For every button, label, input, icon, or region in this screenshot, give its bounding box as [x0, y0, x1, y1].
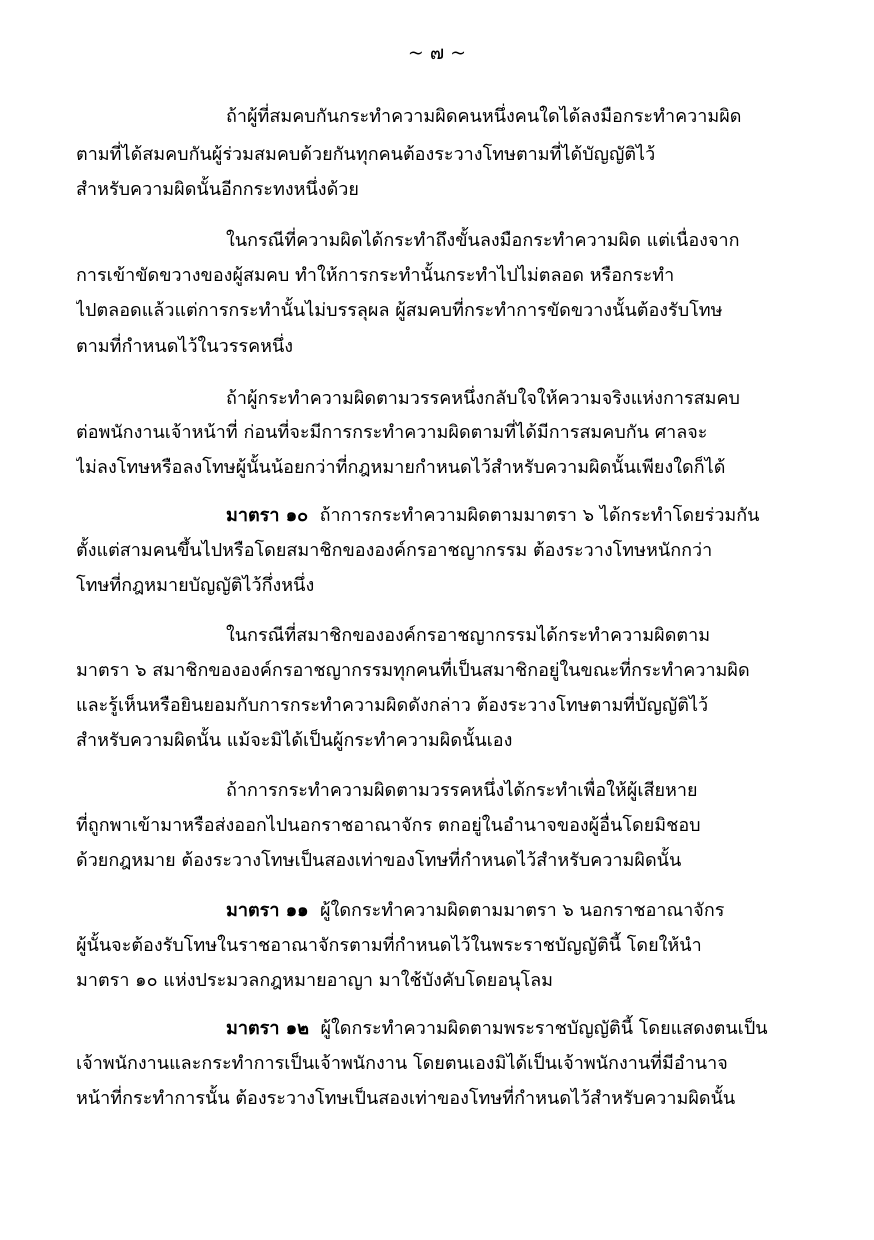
- paragraph-line: ถ้าผู้ที่สมคบกันกระทำความผิดคนหนึ่งคนใดได้ลงมือกระทำความผิด: [226, 106, 742, 127]
- section-number: มาตรา ๑๑: [226, 900, 309, 921]
- paragraph-line: ต่อพนักงานเจ้าหน้าที่ ก่อนที่จะมีการกระทำความผิดตามที่ได้มีการสมคบกัน ศาลจะ: [76, 422, 708, 443]
- paragraph-line: หน้าที่กระทำการนั้น ต้องระวางโทษเป็นสองเท่าของโทษที่กำหนดไว้สำหรับความผิดนั้น: [76, 1088, 736, 1109]
- paragraph-line: และรู้เห็นหรือยินยอมกับการกระทำความผิดดังกล่าว ต้องระวางโทษตามที่บัญญัติไว้: [76, 695, 709, 716]
- section-first-line: [226, 1014, 800, 1044]
- paragraph-text: ถ้าการกระทำความผิดตามมาตรา ๖ ได้กระทำโดยร่วมกัน: [319, 505, 760, 526]
- paragraph-line: ผู้นั้นจะต้องรับโทษในราชอาณาจักรตามที่กำหนดไว้ในพระราชบัญญัตินี้ โดยให้นำ: [76, 935, 702, 956]
- paragraph-line: ตามที่กำหนดไว้ในวรรคหนึ่ง: [76, 336, 294, 357]
- paragraph-line: โทษที่กฎหมายบัญญัติไว้กึ่งหนึ่ง: [76, 575, 315, 596]
- paragraph-text: ผู้ใดกระทำความผิดตามพระราชบัญญัตินี้ โดยแสดงตนเป็น: [320, 1018, 768, 1039]
- paragraph-line: ตั้งแต่สามคนขึ้นไปหรือโดยสมาชิกขององค์กรอาชญากรรม ต้องระวางโทษหนักกว่า: [76, 540, 713, 561]
- paragraph-line: ตามที่ได้สมคบกันผู้ร่วมสมคบด้วยกันทุกคนต้องระวางโทษตามที่ได้บัญญัติไว้: [76, 144, 656, 165]
- section-number: มาตรา ๑๒: [226, 1018, 309, 1039]
- section-number: มาตรา ๑๐: [226, 505, 309, 526]
- paragraph-line: มาตรา ๖ สมาชิกขององค์กรอาชญากรรมทุกคนที่เป็นสมาชิกอยู่ในขณะที่กระทำความผิด: [76, 660, 750, 681]
- paragraph-line: เจ้าพนักงานและกระทำการเป็นเจ้าพนักงาน โดยตนเองมิได้เป็นเจ้าพนักงานที่มีอำนาจ: [76, 1053, 728, 1074]
- paragraph-line: ถ้าผู้กระทำความผิดตามวรรคหนึ่งกลับใจให้ความจริงแห่งการสมคบ: [226, 388, 740, 409]
- paragraph-line: ในกรณีที่ความผิดได้กระทำถึงขั้นลงมือกระทำความผิด แต่เนื่องจาก: [226, 230, 740, 251]
- paragraph-line: ด้วยกฎหมาย ต้องระวางโทษเป็นสองเท่าของโทษที่กำหนดไว้สำหรับความผิดนั้น: [76, 850, 682, 871]
- paragraph-line: ไปตลอดแล้วแต่การกระทำนั้นไม่บรรลุผล ผู้สมคบที่กระทำการขัดขวางนั้นต้องรับโทษ: [76, 300, 723, 321]
- section-first-line: [226, 896, 800, 926]
- paragraph-line: สำหรับความผิดนั้น แม้จะมิได้เป็นผู้กระทำความผิดนั้นเอง: [76, 730, 513, 751]
- page-number: ~ ๗ ~: [407, 42, 467, 64]
- paragraph-line: สำหรับความผิดนั้นอีกกระทงหนึ่งด้วย: [76, 179, 359, 200]
- paragraph-line: ที่ถูกพาเข้ามาหรือส่งออกไปนอกราชอาณาจักร ตกอยู่ในอำนาจของผู้อื่นโดยมิชอบ: [76, 815, 701, 836]
- paragraph-text: ผู้ใดกระทำความผิดตามมาตรา ๖ นอกราชอาณาจักร: [320, 900, 725, 921]
- paragraph-line: ไม่ลงโทษหรือลงโทษผู้นั้นน้อยกว่าที่กฎหมายกำหนดไว้สำหรับความผิดนั้นเพียงใดก็ได้: [76, 457, 726, 478]
- paragraph-line: ในกรณีที่สมาชิกขององค์กรอาชญากรรมได้กระทำความผิดตาม: [226, 625, 711, 646]
- paragraph-line: การเข้าขัดขวางของผู้สมคบ ทำให้การกระทำนั้นกระทำไปไม่ตลอด หรือกระทำ: [76, 265, 675, 286]
- paragraph-line: ถ้าการกระทำความผิดตามวรรคหนึ่งได้กระทำเพื่อให้ผู้เสียหาย: [226, 780, 698, 801]
- paragraph-line: มาตรา ๑๐ แห่งประมวลกฎหมายอาญา มาใช้บังคับโดยอนุโลม: [76, 970, 554, 991]
- section-first-line: [226, 501, 800, 531]
